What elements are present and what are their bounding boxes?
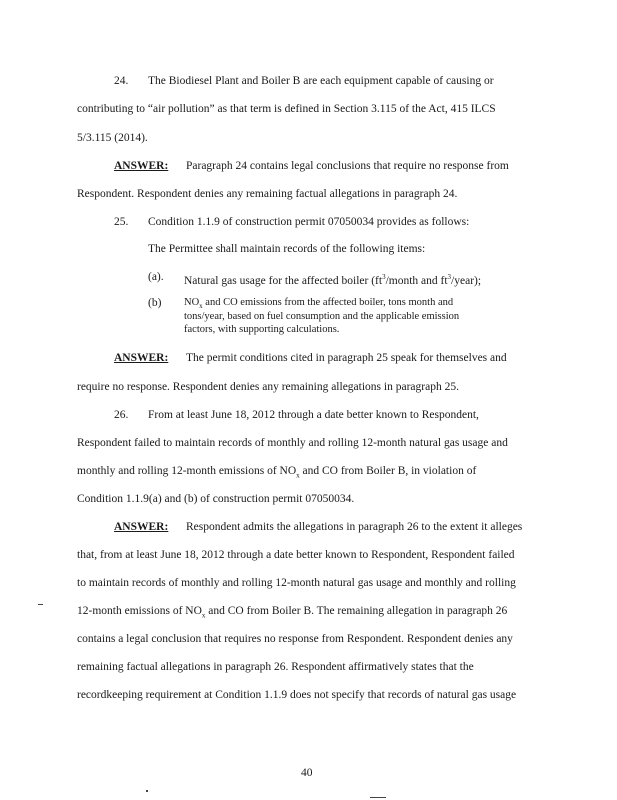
answer-26-line-7: recordkeeping requirement at Condition 1.1.9 does not specify that records of natural gas usage [77, 689, 517, 701]
answer-24-line-1: Paragraph 24 contains legal conclusions that require no response from [186, 160, 509, 172]
permit-item-a-text: Natural gas usage for the affected boiler ($ft^3$/month and $ft^3/year$); [184, 273, 482, 287]
scan-mark [370, 797, 386, 798]
page-number: 40 [301, 767, 313, 779]
answer-24-label: ANSWER: [114, 160, 169, 172]
paragraph-24-line-3: 5/3.115 (2014). [77, 132, 148, 144]
answer-26-line-2: that, from at least June 18, 2012 through a date better known to Respondent, Respondent failed [77, 549, 515, 561]
answer-26-line-5: contains a legal conclusion that requires no response from Respondent. Respondent denies any [77, 633, 513, 645]
answer-26-line-4: 12-month emissions of $NO_x$ and CO from Boiler B. The remaining allegation in paragraph 26 [77, 605, 508, 620]
paragraph-26-line-2: Respondent failed to maintain records of monthly and rolling 12-month natural gas usage and [77, 437, 508, 449]
paragraph-24-line-1: The Biodiesel Plant and Boiler B are each equipment capable of causing or [148, 75, 494, 87]
paragraph-25-line-1: Condition 1.1.9 of construction permit 07050034 provides as follows: [148, 216, 470, 228]
permit-item-a-label: (a). [148, 271, 164, 283]
paragraph-25-number: 25. [114, 216, 129, 228]
answer-24-line-2: Respondent. Respondent denies any remaining factual allegations in paragraph 24. [77, 188, 458, 200]
paragraph-24-line-2: contributing to “air pollution” as that term is defined in Section 3.115 of the Act, 415 ILCS [77, 103, 496, 115]
answer-26-label: ANSWER: [114, 521, 169, 533]
paragraph-24-number: 24. [114, 75, 129, 87]
permit-quote-intro: The Permittee shall maintain records of the following items: [148, 243, 426, 255]
permit-item-b-label: (b) [148, 297, 162, 309]
permit-item-b-line-1: $NO_x$ and CO emissions from the affected boiler, tons month and [184, 297, 454, 311]
answer-25-label: ANSWER: [114, 352, 169, 364]
paragraph-26-line-3: monthly and rolling 12-month emissions of $NO_x$ and CO from Boiler B, in violation of [77, 465, 477, 480]
answer-25-line-1: The permit conditions cited in paragraph 25 speak for themselves and [186, 352, 507, 364]
answer-25-line-2: require no response. Respondent denies any remaining allegations in paragraph 25. [77, 381, 459, 393]
paragraph-26-line-4: Condition 1.1.9(a) and (b) of construction permit 07050034. [77, 493, 355, 505]
permit-item-b-line-2: tons/year, based on fuel consumption and the applicable emission [184, 311, 460, 322]
permit-item-b-line-3: factors, with supporting calculations. [184, 324, 340, 335]
answer-26-line-1: Respondent admits the allegations in paragraph 26 to the extent it alleges [186, 521, 523, 533]
scan-mark [38, 604, 43, 605]
answer-26-line-6: remaining factual allegations in paragraph 26. Respondent affirmatively states that the [77, 661, 474, 673]
answer-26-line-3: to maintain records of monthly and rolling 12-month natural gas usage and monthly and rolling [77, 577, 516, 589]
paragraph-26-number: 26. [114, 409, 129, 421]
paragraph-26-line-1: From at least June 18, 2012 through a date better known to Respondent, [148, 409, 479, 421]
scan-mark [146, 790, 148, 792]
